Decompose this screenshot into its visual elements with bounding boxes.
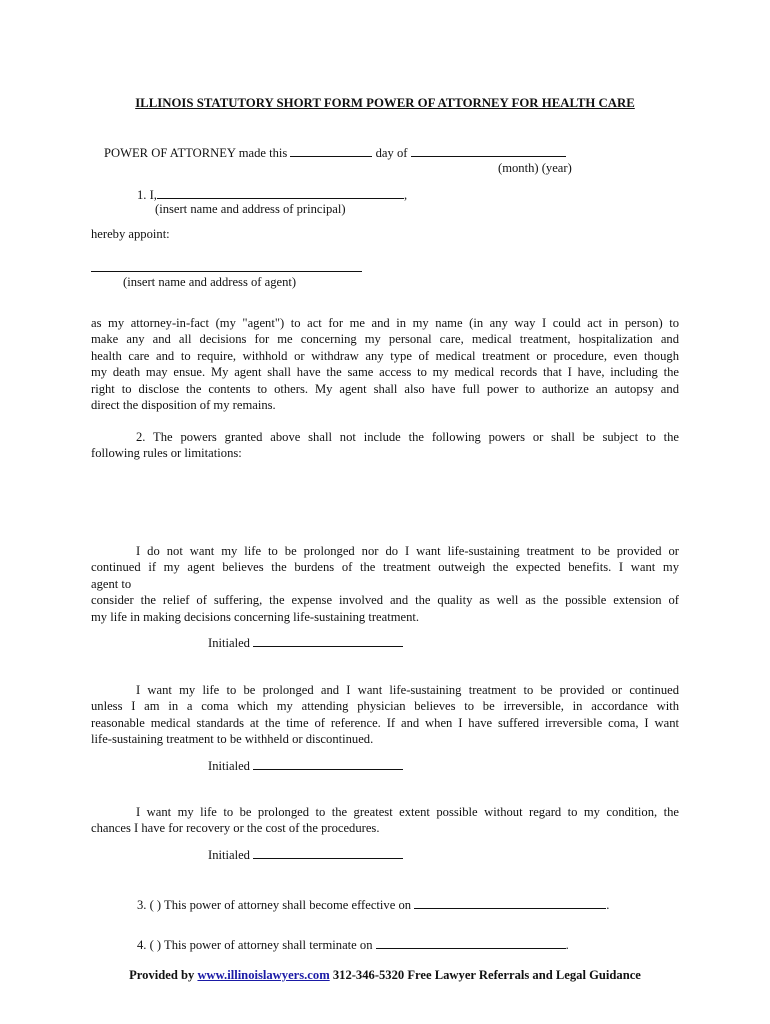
day-blank[interactable] [290, 143, 372, 157]
made-this-label: POWER OF ATTORNEY made this [104, 146, 288, 160]
agent-hint: (insert name and address of agent) [123, 275, 297, 289]
paragraph-line: agent to [91, 576, 132, 591]
month-year-blank[interactable] [411, 143, 566, 157]
effective-date-blank[interactable] [414, 895, 606, 909]
paragraph-line: health care and to require, withhold or withdraw any type of medical treatment or procedure, even though [91, 348, 679, 363]
document-title: ILLINOIS STATUTORY SHORT FORM POWER OF ATTORNEY FOR HEALTH CARE [135, 96, 635, 110]
option3-paragraph [91, 804, 679, 837]
paragraph-line: right to disclose the contents to others. My agent shall also have full power to authorize an autopsy and [91, 381, 679, 396]
item3-line [137, 895, 609, 913]
paragraph-line: I do not want my life to be prolonged nor do I want life-sustaining treatment to be provided or [136, 544, 679, 558]
terminate-date-blank[interactable] [376, 935, 566, 949]
item4-period: . [565, 938, 569, 952]
principal-blank[interactable] [157, 185, 404, 199]
paragraph-line: life-sustaining treatment to be withheld or discontinued. [91, 732, 374, 747]
paragraph-line: I want my life to be prolonged and I want life-sustaining treatment to be provided or continued [136, 683, 679, 697]
initialed-blank-2[interactable] [253, 756, 403, 770]
item1-label: 1. I, [137, 188, 157, 202]
paragraph-line: make any and all decisions for me concerning my personal care, medical treatment, hospitalization and [91, 332, 679, 347]
option2-paragraph [91, 682, 679, 748]
paragraph-line: as my attorney-in-fact (my "agent") to act for me and in my name (in any way I could act in person) to [91, 316, 679, 330]
paragraph-line: reasonable medical standards at the time of reference. If and when I have suffered irreversible coma, I want [91, 715, 679, 730]
paragraph-line: continued if my agent believes the burdens of the treatment outweigh the expected benefits. I want my [91, 560, 679, 575]
paragraph-line: chances I have for recovery or the cost of the procedures. [91, 821, 380, 836]
footer-suffix: 312-346-5320 Free Lawyer Referrals and Legal Guidance [332, 968, 641, 982]
initialed-1 [208, 633, 403, 651]
initialed-label: Initialed [208, 848, 250, 862]
paragraph-line: consider the relief of suffering, the expense involved and the quality as well as the possible extension of [91, 593, 679, 608]
paragraph-line: my life in making decisions concerning life-sustaining treatment. [91, 609, 420, 624]
item3-label: 3. ( ) This power of attorney shall become effective on [137, 898, 412, 912]
footer-link[interactable]: www.illinoislawyers.com [197, 968, 330, 982]
made-this-line [104, 143, 566, 161]
initialed-blank-1[interactable] [253, 633, 403, 647]
initialed-label: Initialed [208, 759, 250, 773]
paragraph-line: following rules or limitations: [91, 446, 242, 461]
paragraph-line: unless I am in a coma which my attending physician believes to be irreversible, in accordance with [91, 699, 679, 714]
hereby-appoint: hereby appoint: [91, 227, 170, 241]
item4-line [137, 935, 569, 953]
footer-prefix: Provided by [129, 968, 195, 982]
option1-paragraph [91, 543, 679, 625]
paragraph-line: 2. The powers granted above shall not include the following powers or shall be subject to the [136, 430, 679, 444]
month-year-hint: (month) (year) [498, 161, 572, 175]
initialed-3 [208, 845, 403, 863]
day-of-label: day of [375, 146, 408, 160]
agent-powers-paragraph [91, 315, 679, 413]
paragraph-line: direct the disposition of my remains. [91, 398, 276, 413]
item3-period: . [606, 898, 610, 912]
paragraph-line: I want my life to be prolonged to the greatest extent possible without regard to my condition, the [136, 805, 679, 819]
initialed-2 [208, 756, 403, 774]
agent-blank[interactable] [91, 271, 362, 272]
item1-comma: , [403, 188, 408, 202]
initialed-label: Initialed [208, 636, 250, 650]
principal-hint: (insert name and address of principal) [155, 202, 346, 216]
item4-label: 4. ( ) This power of attorney shall terminate on [137, 938, 373, 952]
initialed-blank-3[interactable] [253, 845, 403, 859]
paragraph-line: my death may ensue. My agent shall have the same access to my medical records that I have, including the [91, 365, 679, 380]
item2-paragraph [91, 429, 679, 462]
footer [0, 967, 770, 983]
